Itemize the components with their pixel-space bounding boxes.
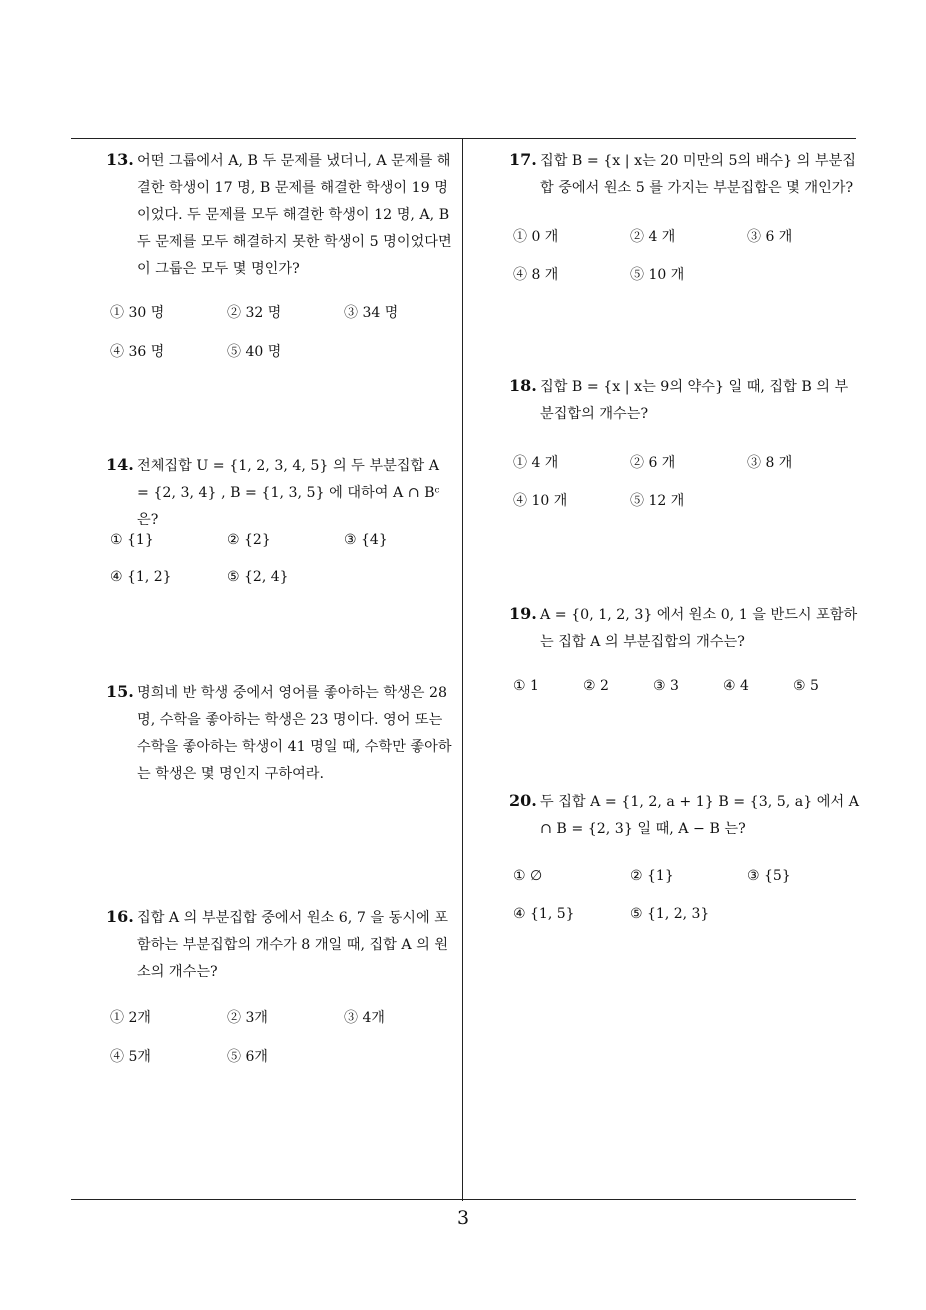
question-number: 17. — [509, 150, 537, 169]
question-stem: 전체집합 U = {1, 2, 3, 4, 5} 의 두 부분집합 A = {2, 3, 4} , B = {1, 3, 5} 에 대하여 A ∩ Bᶜ 은? — [137, 458, 440, 528]
question-stem: A = {0, 1, 2, 3} 에서 원소 0, 1 을 반드시 포함하는 집합 A 의 부분집합의 개수는? — [540, 607, 858, 650]
option-2[interactable]: ② 2 — [583, 678, 609, 694]
option-2[interactable]: ② 32 명 — [227, 305, 282, 321]
top-rule — [71, 138, 856, 139]
bottom-rule — [71, 1199, 856, 1200]
option-3[interactable]: ③ 8 개 — [747, 455, 793, 471]
question-stem: 어떤 그룹에서 A, B 두 문제를 냈더니, A 문제를 해결한 학생이 17 명, B 문제를 해결한 학생이 19 명이었다. 두 문제를 모두 해결한 학생이 12 명, A, B 두 문제를 모두 해결하지 못한 학생이 5 명이었다면 이 그룹은 모두 몇 명인가? — [137, 153, 452, 277]
option-3[interactable]: ③ {5} — [747, 868, 791, 884]
option-2[interactable]: ② {2} — [227, 532, 271, 548]
option-1[interactable]: ① 2개 — [110, 1010, 151, 1026]
question-stem: 집합 A 의 부분집합 중에서 원소 6, 7 을 동시에 포함하는 부분집합의 개수가 8 개일 때, 집합 A 의 원소의 개수는? — [137, 910, 449, 980]
question-stem: 집합 B = {x | x는 9의 약수} 일 때, 집합 B 의 부분집합의 개수는? — [540, 379, 849, 422]
option-1[interactable]: ① 1 — [513, 678, 539, 694]
option-5[interactable]: ⑤ 10 개 — [630, 267, 685, 283]
option-4[interactable]: ④ 36 명 — [110, 344, 165, 360]
question-stem: 집합 B = {x | x는 20 미만의 5의 배수} 의 부분집합 중에서 원소 5 를 가지는 부분집합은 몇 개인가? — [540, 153, 857, 196]
question-18 — [509, 372, 859, 428]
option-4[interactable]: ④ 5개 — [110, 1049, 151, 1065]
option-4[interactable]: ④ 4 — [723, 678, 749, 694]
column-divider — [462, 139, 463, 1201]
option-3[interactable]: ③ 6 개 — [747, 229, 793, 245]
option-2[interactable]: ② 6 개 — [630, 455, 676, 471]
question-number: 18. — [509, 376, 537, 395]
question-17 — [509, 146, 859, 202]
option-4[interactable]: ④ {1, 2} — [110, 569, 172, 585]
option-1[interactable]: ① ∅ — [513, 868, 543, 884]
option-4[interactable]: ④ 8 개 — [513, 267, 559, 283]
option-1[interactable]: ① {1} — [110, 532, 154, 548]
option-5[interactable]: ⑤ 5 — [793, 678, 819, 694]
question-number: 16. — [106, 907, 134, 926]
question-19 — [509, 600, 859, 656]
option-1[interactable]: ① 4 개 — [513, 455, 559, 471]
question-14 — [106, 451, 455, 534]
question-number: 20. — [509, 791, 537, 810]
option-2[interactable]: ② {1} — [630, 868, 674, 884]
option-4[interactable]: ④ {1, 5} — [513, 906, 575, 922]
question-number: 19. — [509, 604, 537, 623]
option-1[interactable]: ① 0 개 — [513, 229, 559, 245]
option-4[interactable]: ④ 10 개 — [513, 493, 568, 509]
question-number: 14. — [106, 455, 134, 474]
question-15 — [106, 678, 455, 788]
question-number: 13. — [106, 150, 134, 169]
question-number: 15. — [106, 682, 134, 701]
option-2[interactable]: ② 3개 — [227, 1010, 268, 1026]
option-5[interactable]: ⑤ 6개 — [227, 1049, 268, 1065]
option-2[interactable]: ② 4 개 — [630, 229, 676, 245]
question-stem: 명희네 반 학생 중에서 영어를 좋아하는 학생은 28 명, 수학을 좋아하는 학생은 23 명이다. 영어 또는 수학을 좋아하는 학생이 41 명일 때, 수학만 좋아하는 학생은 몇 명인지 구하여라. — [137, 685, 452, 782]
option-3[interactable]: ③ 4개 — [344, 1010, 385, 1026]
question-stem: 두 집합 A = {1, 2, a + 1} B = {3, 5, a} 에서 A ∩ B = {2, 3} 일 때, A − B 는? — [540, 794, 859, 837]
page-number: 3 — [456, 1207, 470, 1229]
option-5[interactable]: ⑤ 12 개 — [630, 493, 685, 509]
option-3[interactable]: ③ {4} — [344, 532, 388, 548]
option-3[interactable]: ③ 34 명 — [344, 305, 399, 321]
option-5[interactable]: ⑤ {1, 2, 3} — [630, 906, 710, 922]
option-5[interactable]: ⑤ 40 명 — [227, 344, 282, 360]
option-5[interactable]: ⑤ {2, 4} — [227, 569, 289, 585]
option-3[interactable]: ③ 3 — [653, 678, 679, 694]
option-1[interactable]: ① 30 명 — [110, 305, 165, 321]
question-20 — [509, 787, 859, 843]
question-16 — [106, 903, 455, 986]
question-13 — [106, 146, 455, 283]
